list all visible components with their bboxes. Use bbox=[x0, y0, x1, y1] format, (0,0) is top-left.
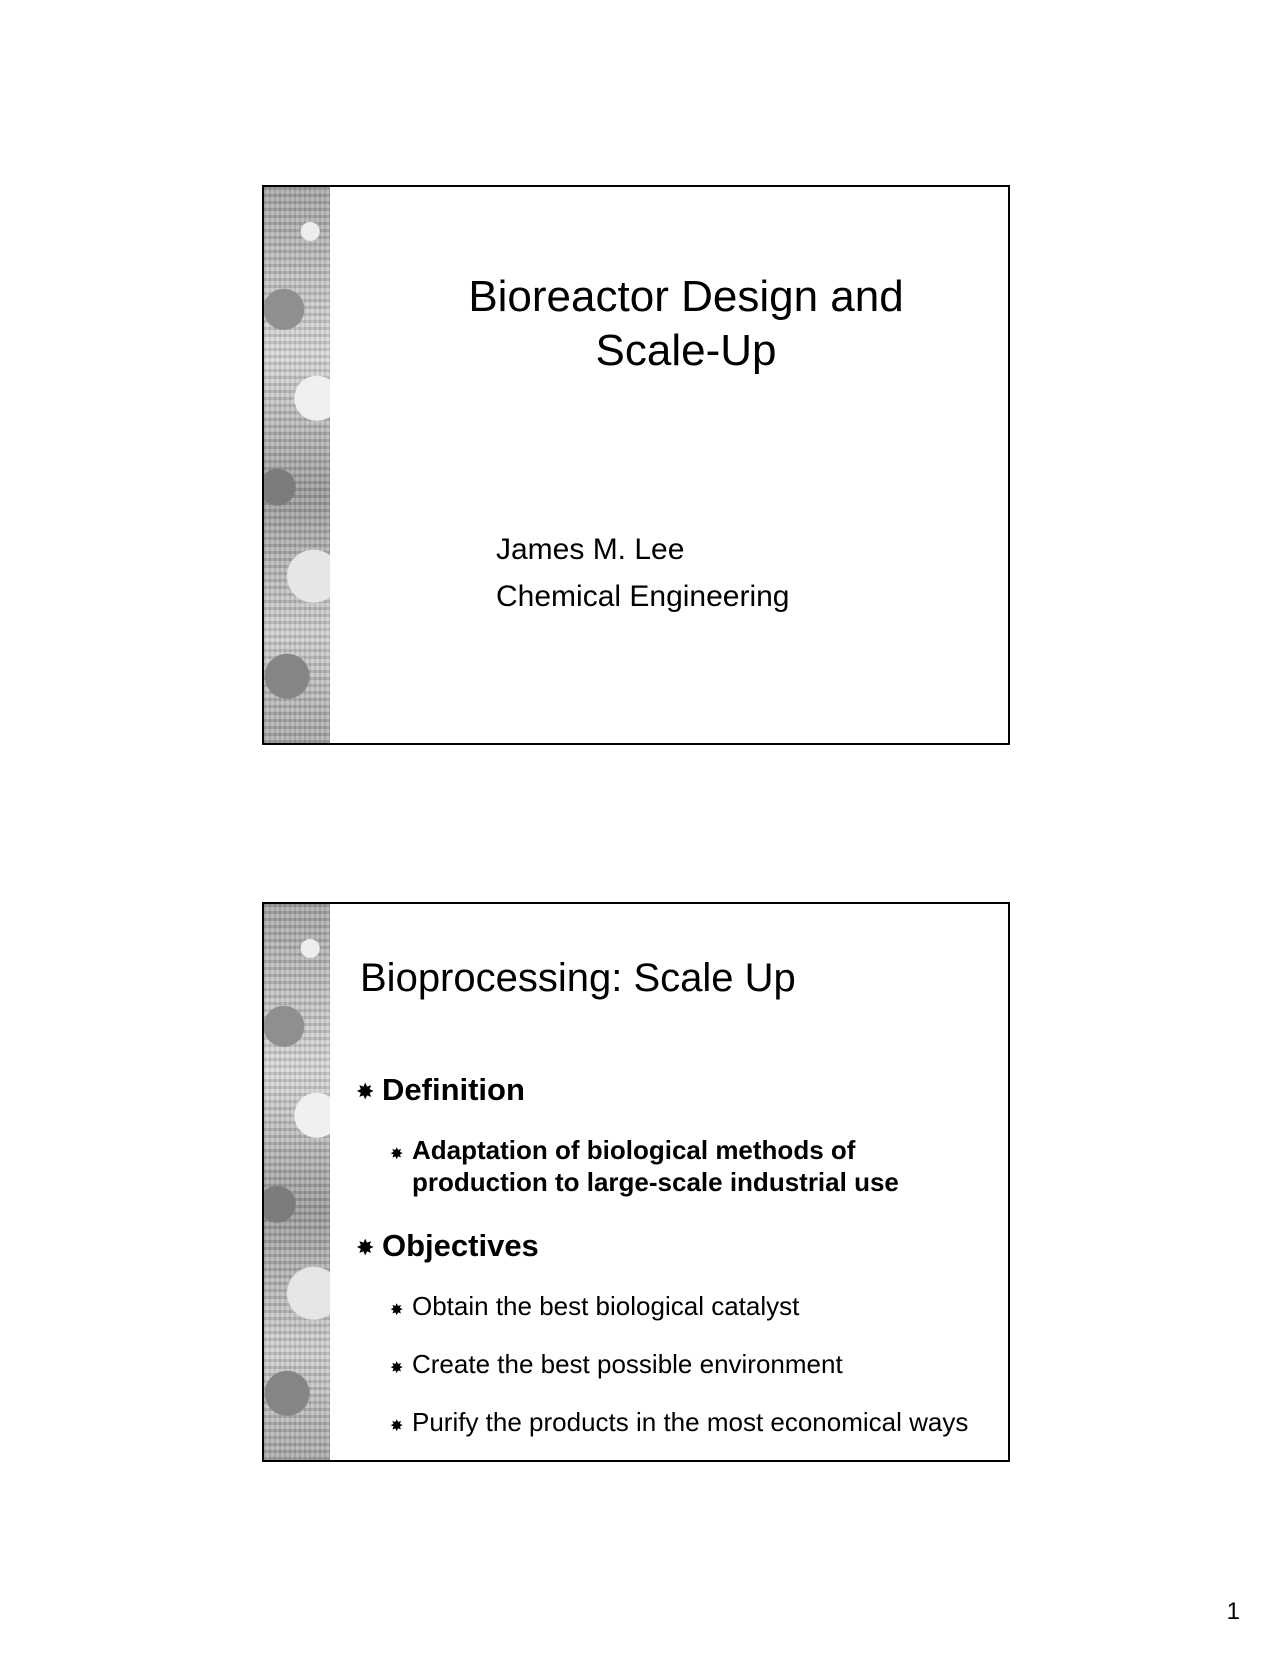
bullet-heading: Objectives bbox=[382, 1228, 539, 1263]
bullet-level-1 bbox=[356, 1228, 978, 1264]
asterisk-bullet-icon: ✸ bbox=[356, 1080, 375, 1105]
bullet-group-objectives bbox=[356, 1228, 978, 1438]
bullet-heading: Definition bbox=[382, 1072, 525, 1107]
page-number: 1 bbox=[1226, 1598, 1240, 1625]
department-name: Chemical Engineering bbox=[496, 580, 790, 613]
bullet-level-2 bbox=[390, 1406, 978, 1438]
asterisk-bullet-icon: ✸ bbox=[356, 1236, 375, 1261]
slide-title-line-2: Scale-Up bbox=[595, 326, 777, 375]
title-slide bbox=[262, 185, 1010, 745]
asterisk-bullet-icon: ✸ bbox=[390, 1300, 404, 1319]
author-name: James M. Lee bbox=[496, 533, 685, 566]
bullet-text: Create the best possible environment bbox=[412, 1349, 843, 1379]
gear-decoration-strip bbox=[264, 904, 330, 1460]
asterisk-bullet-icon: ✸ bbox=[390, 1358, 404, 1377]
bullet-text: Obtain the best biological catalyst bbox=[412, 1291, 800, 1321]
bullet-level-2 bbox=[390, 1348, 978, 1380]
bullet-group-definition bbox=[356, 1072, 978, 1198]
bullet-text: Adaptation of biological methods of production to large-scale industrial use bbox=[412, 1135, 899, 1197]
slide-title bbox=[364, 270, 1008, 378]
slide-heading: Bioprocessing: Scale Up bbox=[360, 956, 796, 1000]
gear-decoration-strip bbox=[264, 187, 330, 743]
asterisk-bullet-icon: ✸ bbox=[390, 1144, 404, 1163]
bullet-text: Purify the products in the most economical ways bbox=[412, 1407, 969, 1437]
bullet-level-2 bbox=[390, 1134, 978, 1198]
bullet-level-1 bbox=[356, 1072, 978, 1108]
content-slide bbox=[262, 902, 1010, 1462]
bullet-list bbox=[356, 1072, 978, 1444]
slide-title-line-1: Bioreactor Design and bbox=[468, 272, 904, 321]
bullet-level-2 bbox=[390, 1290, 978, 1322]
asterisk-bullet-icon: ✸ bbox=[390, 1416, 404, 1435]
